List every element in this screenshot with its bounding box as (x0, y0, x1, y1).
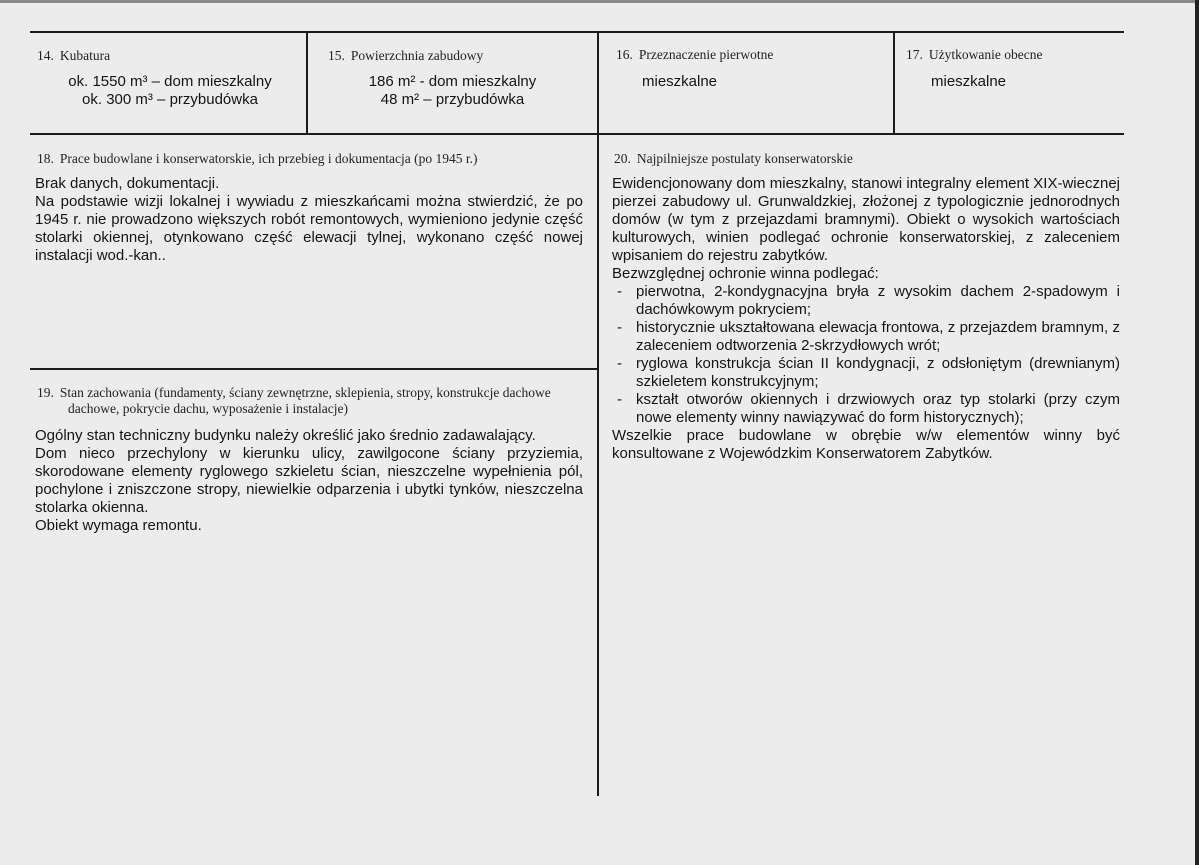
field-14-number: 14. (37, 48, 54, 63)
field-14-label (37, 48, 110, 64)
field-16-label (616, 47, 773, 63)
divider-col-center (597, 31, 599, 796)
field-20-title: Najpilniejsze postulaty konserwatorskie (636, 151, 853, 166)
field-17-number: 17. (906, 47, 923, 62)
field-17-title: Użytkowanie obecne (928, 47, 1043, 62)
field-19-paragraph-3: Obiekt wymaga remontu. (35, 517, 202, 534)
field-17-line-1: mieszkalne (931, 73, 1007, 90)
field-17-value (931, 73, 1111, 91)
field-15-title: Powierzchnia zabudowy (350, 48, 484, 63)
field-19-paragraph-2: Dom nieco przechylony w kierunku ulicy, zawilgocone ściany przyziemia, skorodowane elementy ryglowego szkieletu ścian, nieszczelne wypełnienia pól, pochylone i zniszczone stropy, niewielkie odparzenia i ubytki tynków, nieszczelna stolarka okienna. (35, 445, 583, 516)
field-16-title: Przeznaczenie pierwotne (638, 47, 774, 62)
field-15-line-2: 48 m² – przybudówka (380, 91, 525, 108)
divider-col-16-17 (893, 31, 895, 134)
field-15-number: 15. (328, 48, 345, 63)
field-16-line-1: mieszkalne (642, 73, 718, 90)
divider-col-14-15 (306, 31, 308, 134)
right-edge (1195, 0, 1199, 865)
field-15-label (328, 48, 483, 64)
field-17-label (906, 47, 1042, 63)
top-edge (0, 0, 1199, 3)
field-14-line-1: ok. 1550 m³ – dom mieszkalny (68, 73, 272, 90)
field-16-number: 16. (616, 47, 633, 62)
divider-18-19 (30, 368, 597, 370)
field-14-title: Kubatura (59, 48, 111, 63)
field-19-title-line-2: dachowe, pokrycie dachu, wyposażenie i instalacje) (68, 401, 349, 416)
field-16-value (642, 73, 882, 91)
field-18-value (35, 175, 583, 265)
field-15-line-1: 186 m² - dom mieszkalny (368, 73, 537, 90)
field-15-value (310, 73, 595, 109)
field-18-paragraph-2: Na podstawie wizji lokalnej i wywiadu z mieszkańcami można stwierdzić, że po 1945 r. nie prowadzono większych robót remontowych, wymieniono jedynie część stolarki okiennej, otynkowano część elewacji tylnej, wykonano część nowej instalacji wod.-kan.. (35, 193, 583, 264)
field-20-intro: Ewidencjonowany dom mieszkalny, stanowi integralny element XIX-wiecznej pierzei zabudowy ul. Grunwaldzkiej, złożonej z typologicznie jednorodnych domów (w tym z przejazdami bramnymi). Obiekt o wysokich wartościach kulturowych, winien podlegać ochronie konserwatorskiej, z zaleceniem wpisaniem do rejestru zabytków. (612, 175, 1120, 264)
field-20-label (614, 151, 1114, 167)
field-20-bullet-3: - ryglowa konstrukcja ścian II kondygnacji, z odsłoniętym (drewnianym) szkieletem konstrukcyjnym; (612, 355, 1120, 391)
divider-row1 (30, 133, 1124, 135)
field-20-bullet-2: - historycznie ukształtowana elewacja frontowa, z przejazdem bramnym, z zaleceniem odtworzenia 2-skrzydłowych wrót; (612, 319, 1120, 355)
field-20-bullet-1: - pierwotna, 2-kondygnacyjna bryła z wysokim dachem 2-spadowym i dachówkowym pokryciem; (612, 283, 1120, 319)
field-19-title-line-1: Stan zachowania (fundamenty, ściany zewnętrzne, sklepienia, stropy, konstrukcje dachowe (59, 385, 551, 400)
field-20-lead: Bezwzględnej ochronie winna podlegać: (612, 265, 879, 282)
field-14-line-2: ok. 300 m³ – przybudówka (82, 91, 258, 108)
divider-top (30, 31, 1124, 33)
field-14-value (40, 73, 300, 109)
field-18-number: 18. (37, 151, 54, 166)
field-20-outro: Wszelkie prace budowlane w obrębie w/w elementów winny być konsultowane z Wojewódzkim Konserwatorem Zabytków. (612, 427, 1120, 462)
field-18-title: Prace budowlane i konserwatorskie, ich przebieg i dokumentacja (po 1945 r.) (59, 151, 478, 166)
field-19-paragraph-1: Ogólny stan techniczny budynku należy określić jako średnio zadawalający. (35, 427, 536, 444)
field-19-label (37, 385, 592, 417)
field-20-bullet-4: - kształt otworów okiennych i drzwiowych oraz typ stolarki (przy czym nowe elementy winny nawiązywać do form historycznych); (612, 391, 1120, 427)
field-18-label (37, 151, 592, 167)
field-19-number: 19. (37, 385, 54, 400)
field-18-paragraph-1: Brak danych, dokumentacji. (35, 175, 220, 192)
field-19-value (35, 427, 583, 535)
field-20-bullet-list (612, 283, 1120, 427)
field-20-value (612, 175, 1120, 463)
field-20-number: 20. (614, 151, 631, 166)
